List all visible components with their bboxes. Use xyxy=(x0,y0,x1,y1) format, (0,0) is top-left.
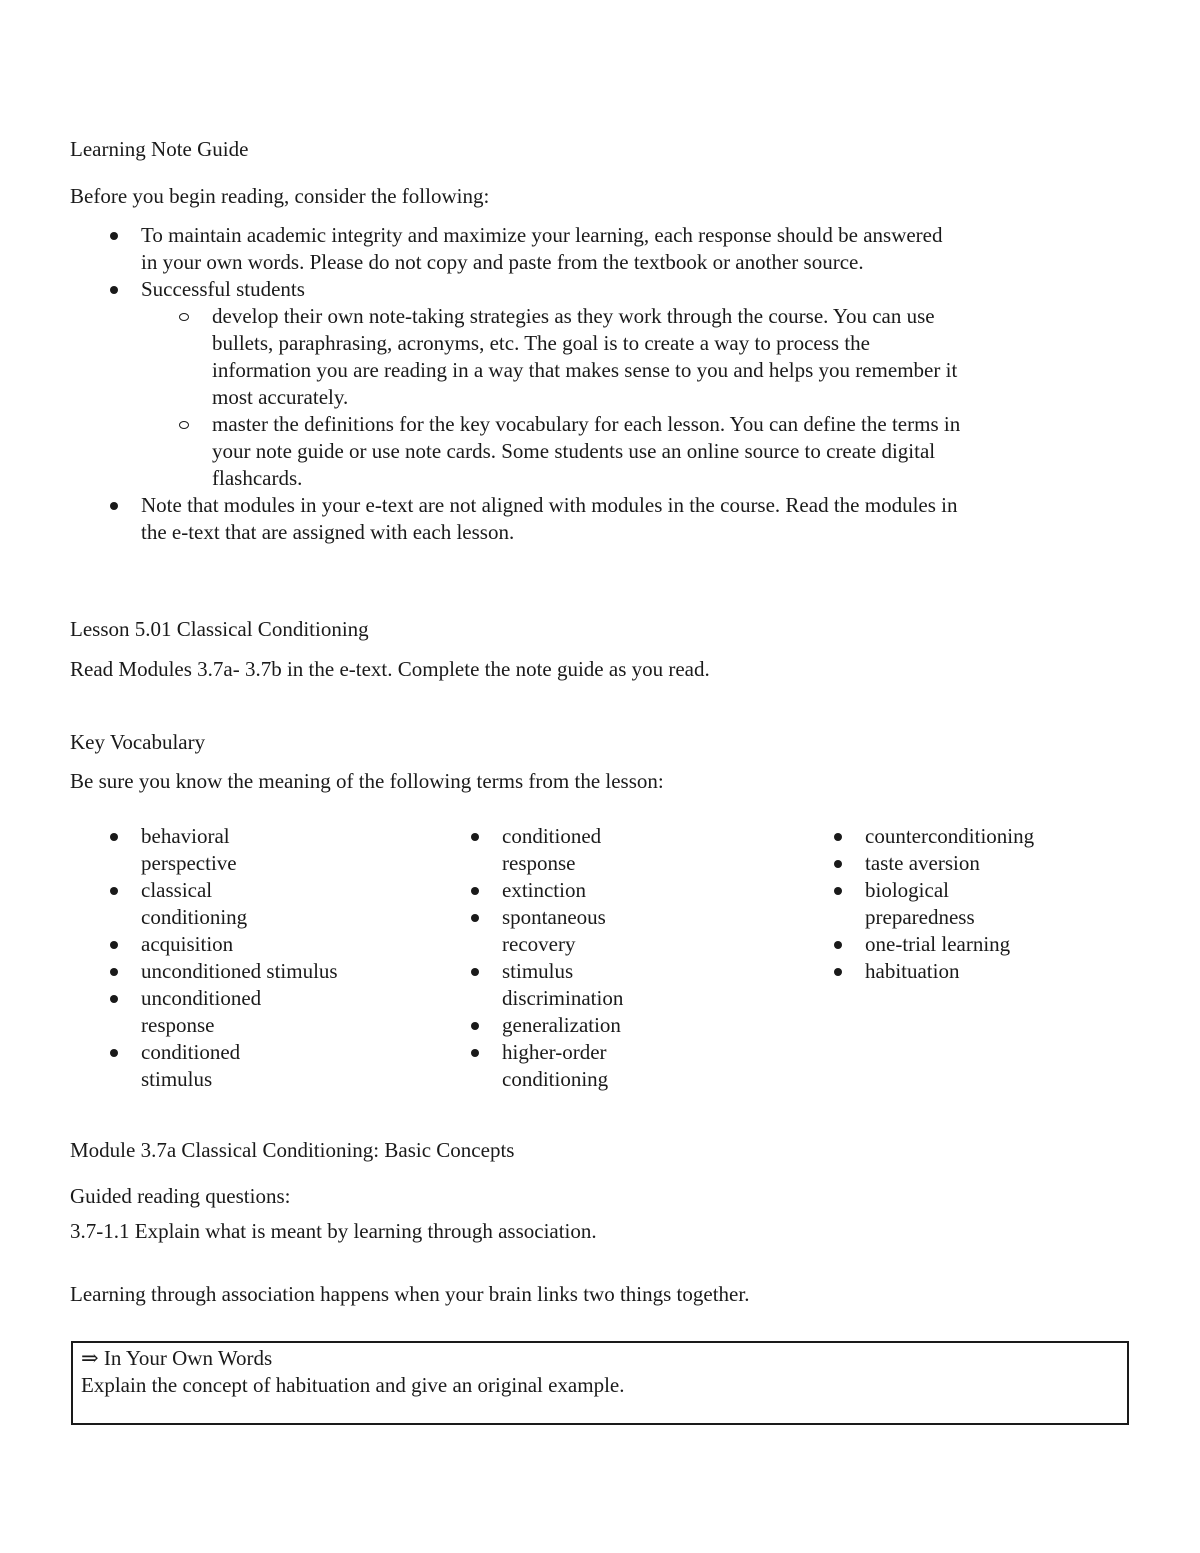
hollow-bullet-icon xyxy=(179,313,189,321)
guideline-text: the e-text that are assigned with each lesson. xyxy=(141,520,515,544)
guideline-modules-note xyxy=(70,492,1070,546)
lesson-instruction: Read Modules 3.7a- 3.7b in the e-text. Complete the note guide as you read. xyxy=(70,657,710,681)
hollow-bullet-icon xyxy=(179,421,189,429)
vocab-term xyxy=(70,823,400,877)
vocab-term-text: classical xyxy=(141,878,213,902)
bullet-icon xyxy=(834,887,842,895)
bullet-icon xyxy=(110,1049,118,1057)
sub-list xyxy=(141,303,1070,492)
vocab-term-text: perspective xyxy=(141,851,237,875)
bullet-icon xyxy=(110,887,118,895)
vocab-heading: Key Vocabulary xyxy=(70,730,206,754)
vocab-term-text: one-trial learning xyxy=(865,932,1011,956)
vocab-term xyxy=(70,1039,400,1093)
vocab-term-text: preparedness xyxy=(865,905,975,929)
guided-heading: Guided reading questions: xyxy=(70,1184,291,1208)
vocab-term xyxy=(794,877,1124,931)
vocab-term-text: habituation xyxy=(865,959,960,983)
bullet-icon xyxy=(471,968,479,976)
sub-item-note-taking xyxy=(141,303,1070,411)
vocab-term-text: conditioned xyxy=(141,1040,241,1064)
vocab-term-text: stimulus xyxy=(141,1067,213,1091)
guidelines-list xyxy=(70,222,1070,546)
vocab-term xyxy=(431,877,761,904)
vocab-term xyxy=(431,1039,761,1093)
box-heading-text: In Your Own Words xyxy=(103,1346,273,1370)
vocab-term xyxy=(794,823,1124,850)
guideline-text: To maintain academic integrity and maximize your learning, each response should be answered xyxy=(141,223,943,247)
vocab-term-text: response xyxy=(141,1013,215,1037)
sub-item-text: bullets, paraphrasing, acronyms, etc. The goal is to create a way to process the xyxy=(212,331,870,355)
sub-item-text: master the definitions for the key vocabulary for each lesson. You can define the terms in xyxy=(212,412,961,436)
guided-question: 3.7-1.1 Explain what is meant by learning through association. xyxy=(70,1219,597,1243)
vocab-column-3 xyxy=(794,823,1124,985)
sub-item-text: develop their own note-taking strategies as they work through the course. You can use xyxy=(212,304,935,328)
vocab-term-text: behavioral xyxy=(141,824,230,848)
vocab-term xyxy=(431,823,761,877)
vocab-term-text: generalization xyxy=(502,1013,621,1037)
vocab-term-text: unconditioned stimulus xyxy=(141,959,338,983)
bullet-icon xyxy=(471,1022,479,1030)
lesson-title: Lesson 5.01 Classical Conditioning xyxy=(70,617,369,641)
vocab-term-text: recovery xyxy=(502,932,576,956)
vocab-term-text: unconditioned xyxy=(141,986,262,1010)
vocab-term-text: taste aversion xyxy=(865,851,980,875)
box-prompt: Explain the concept of habituation and give an original example. xyxy=(81,1373,625,1397)
vocab-term-text: conditioned xyxy=(502,824,602,848)
vocab-term xyxy=(794,958,1124,985)
bullet-icon xyxy=(834,860,842,868)
bullet-icon xyxy=(471,833,479,841)
vocab-term xyxy=(70,877,400,931)
bullet-icon xyxy=(471,914,479,922)
bullet-icon xyxy=(110,286,118,294)
vocab-column-2 xyxy=(431,823,761,1093)
sub-item-text: flashcards. xyxy=(212,466,303,490)
bullet-icon xyxy=(110,968,118,976)
vocab-term-text: acquisition xyxy=(141,932,234,956)
vocab-term-text: spontaneous xyxy=(502,905,606,929)
sub-item-text: your note guide or use note cards. Some students use an online source to create digital xyxy=(212,439,936,463)
vocab-term-text: conditioning xyxy=(141,905,248,929)
vocab-term xyxy=(431,958,761,1012)
sub-item-vocabulary xyxy=(141,411,1070,492)
vocab-term-text: discrimination xyxy=(502,986,624,1010)
guideline-text: Note that modules in your e-text are not aligned with modules in the course. Read the modules in xyxy=(141,493,958,517)
vocab-term-text: conditioning xyxy=(502,1067,609,1091)
module-title: Module 3.7a Classical Conditioning: Basic Concepts xyxy=(70,1138,515,1162)
bullet-icon xyxy=(471,887,479,895)
bullet-icon xyxy=(834,941,842,949)
bullet-icon xyxy=(110,502,118,510)
guideline-text: in your own words. Please do not copy and paste from the textbook or another source. xyxy=(141,250,864,274)
vocab-term-text: extinction xyxy=(502,878,586,902)
vocab-term xyxy=(431,1012,761,1039)
vocab-term xyxy=(431,904,761,958)
page-title: Learning Note Guide xyxy=(70,137,249,161)
intro-text: Before you begin reading, consider the following: xyxy=(70,184,490,208)
bullet-icon xyxy=(110,941,118,949)
box-heading xyxy=(81,1345,1119,1372)
guideline-text: Successful students xyxy=(141,277,305,301)
guideline-integrity xyxy=(70,222,1070,276)
bullet-icon xyxy=(110,232,118,240)
vocab-term-text: stimulus xyxy=(502,959,574,983)
answer-text: Learning through association happens when your brain links two things together. xyxy=(70,1282,750,1306)
vocab-term xyxy=(70,931,400,958)
bullet-icon xyxy=(110,995,118,1003)
in-your-own-words-box xyxy=(71,1341,1129,1425)
bullet-icon xyxy=(471,1049,479,1057)
vocab-term-text: higher-order xyxy=(502,1040,607,1064)
sub-item-text: information you are reading in a way that makes sense to you and helps you remember it xyxy=(212,358,958,382)
vocab-term xyxy=(70,958,400,985)
vocab-column-1 xyxy=(70,823,400,1093)
vocab-term xyxy=(70,985,400,1039)
arrow-icon: ⇒ xyxy=(81,1346,99,1370)
sub-item-text: most accurately. xyxy=(212,385,349,409)
vocab-intro: Be sure you know the meaning of the following terms from the lesson: xyxy=(70,769,664,793)
vocab-term-text: biological xyxy=(865,878,949,902)
vocab-term xyxy=(794,850,1124,877)
bullet-icon xyxy=(834,833,842,841)
vocab-term-text: counterconditioning xyxy=(865,824,1035,848)
bullet-icon xyxy=(110,833,118,841)
vocab-term xyxy=(794,931,1124,958)
bullet-icon xyxy=(834,968,842,976)
vocab-term-text: response xyxy=(502,851,576,875)
guideline-successful-students xyxy=(70,276,1070,492)
